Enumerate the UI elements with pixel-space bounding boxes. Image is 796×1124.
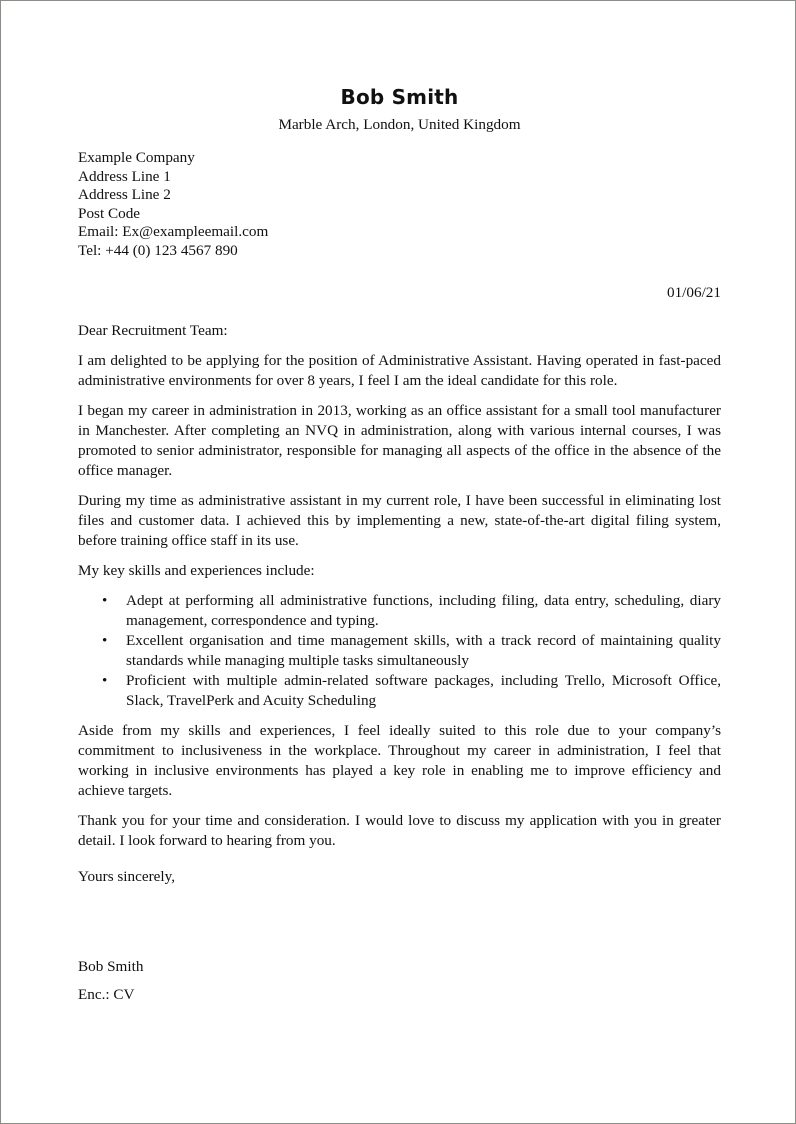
- enclosure: Enc.: CV: [78, 985, 135, 1003]
- signature-name: Bob Smith: [78, 957, 144, 975]
- paragraph-skills-intro: My key skills and experiences include:: [78, 561, 315, 579]
- sender-address: Marble Arch, London, United Kingdom: [278, 116, 521, 133]
- closing: Yours sincerely,: [78, 867, 176, 885]
- letter-date: 01/06/21: [666, 283, 721, 301]
- bullet-icon: •: [102, 631, 108, 649]
- paragraph-career: I began my career in administration in 2013, working as an office assistant for a small tool manufacturer in Manchester. After completing an NVQ in administration, along with various internal courses, I was promoted to senior administrator, responsible for managing all aspects of the office in the absence of the office manager.: [78, 401, 721, 479]
- paragraph-achievement: During my time as administrative assistant in my current role, I have been successful in eliminating lost files and customer data. I achieved this by implementing a new, state-of-the-art digital filing system, before training office staff in its use.: [78, 491, 721, 549]
- list-item: [102, 671, 721, 711]
- list-item: [102, 631, 721, 671]
- skills-list: [78, 591, 721, 711]
- paragraph-intro: I am delighted to be applying for the position of Administrative Assistant. Having operated in fast-paced administrative environments for over 8 years, I feel I am the ideal candidate for this role.: [78, 351, 721, 389]
- bullet-icon: •: [102, 591, 108, 609]
- paragraph-thanks: Thank you for your time and consideration. I would love to discuss my application with you in greater detail. I look forward to hearing from you.: [78, 811, 721, 849]
- sender-name: Bob Smith: [340, 85, 459, 109]
- recipient-address-line-2: Address Line 2: [78, 186, 171, 204]
- bullet-icon: •: [102, 671, 108, 689]
- recipient-company: Example Company: [78, 149, 195, 166]
- skill-text: Adept at performing all administrative functions, including filing, data entry, scheduling, diary management, correspondence and typing.: [126, 591, 721, 629]
- salutation: Dear Recruitment Team:: [78, 321, 228, 339]
- skill-text: Excellent organisation and time management skills, with a track record of maintaining quality standards while managing multiple tasks simultaneously: [126, 631, 721, 669]
- recipient-email: Email: Ex@exampleemail.com: [78, 223, 269, 241]
- recipient-block: [78, 149, 721, 261]
- list-item: [102, 591, 721, 631]
- skill-text: Proficient with multiple admin-related software packages, including Trello, Microsoft Office, Slack, TravelPerk and Acuity Scheduling: [126, 671, 721, 709]
- paragraph-inclusiveness: Aside from my skills and experiences, I feel ideally suited to this role due to your company’s commitment to inclusiveness in the workplace. Throughout my career in administration, I feel that working in inclusive environments has played a key role in enabling me to improve efficiency and achieve targets.: [78, 721, 721, 799]
- recipient-post-code: Post Code: [78, 204, 141, 222]
- recipient-tel: Tel: +44 (0) 123 4567 890: [78, 241, 238, 259]
- recipient-address-line-1: Address Line 1: [78, 167, 171, 185]
- cover-letter: [78, 83, 721, 1005]
